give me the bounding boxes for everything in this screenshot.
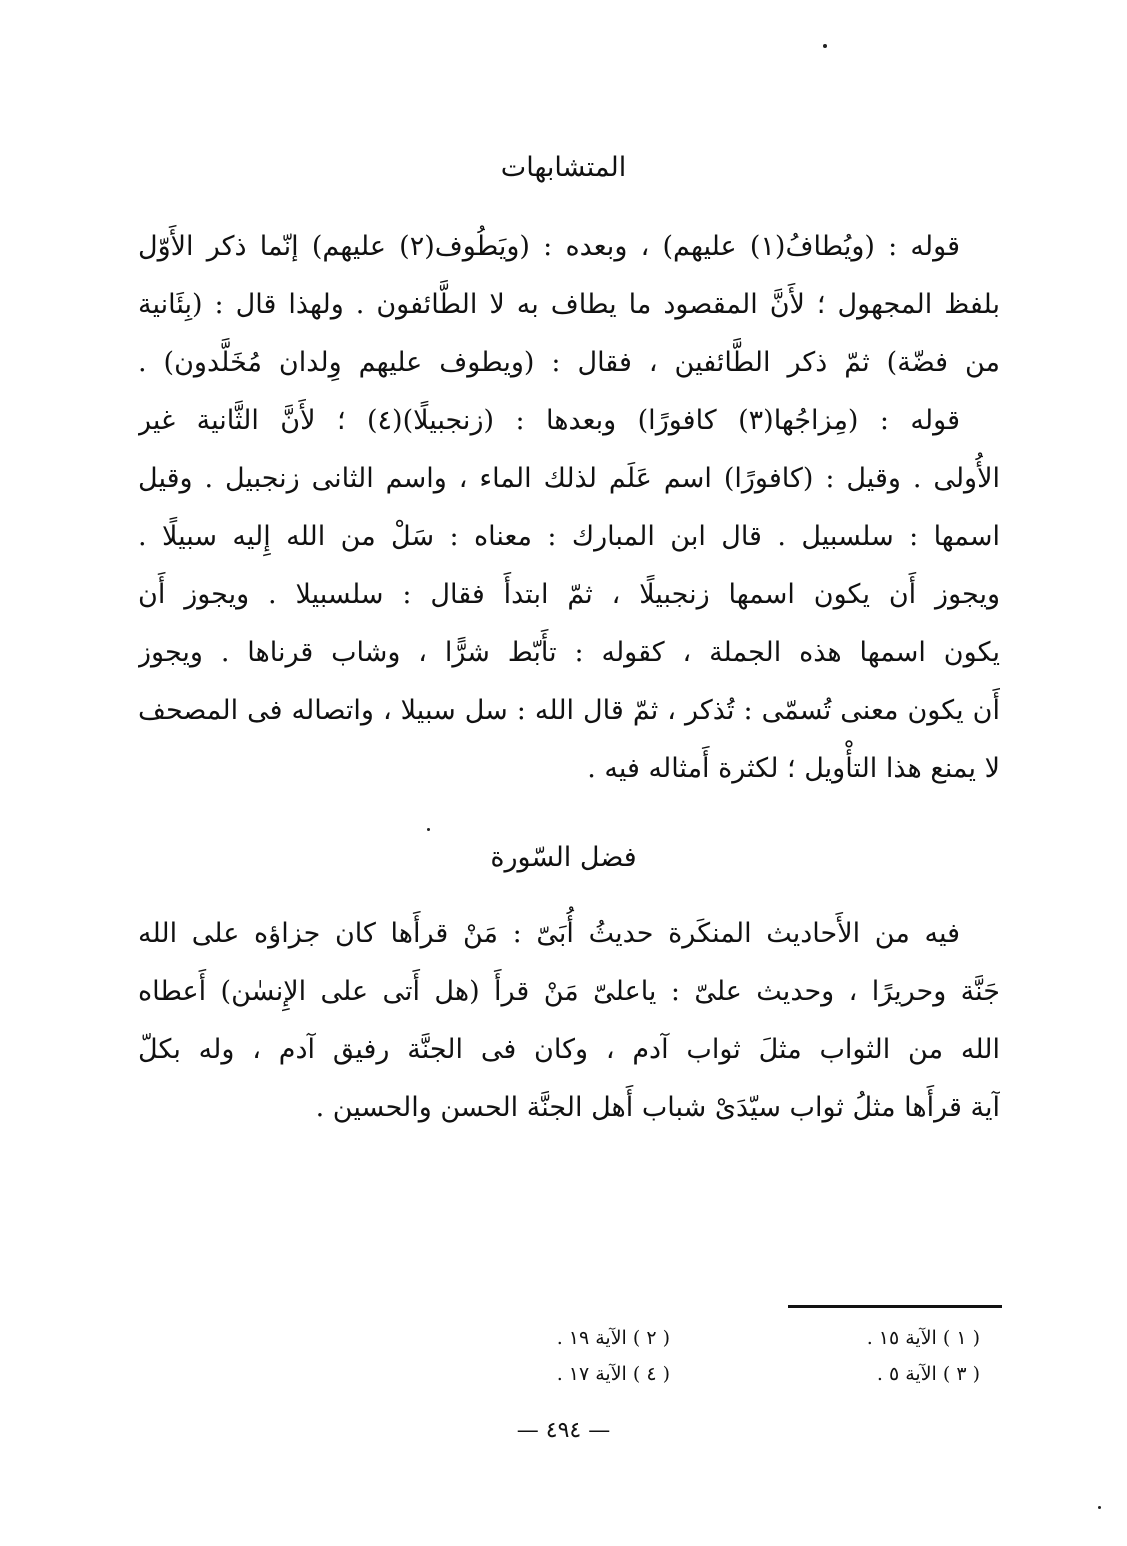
footnote: ( ٢ ) الآية ١٩ . (556, 1327, 670, 1349)
main-text-block (138, 218, 1000, 798)
scan-speck (1098, 1506, 1101, 1509)
text-line: أَن يكون معنى تُسمّى : تُذكر ، ثمّ قال الله : سل سبيلا ، واتصاله فى المصحف (138, 695, 1000, 726)
footnotes (360, 1320, 980, 1392)
text-line: من فضّة) ثمّ ذكر الطَّائفين ، فقال : (ويطوف عليهم وِلدان مُخَلَّدون) . (138, 347, 1000, 378)
text-line: بلفظ المجهول ؛ لأَنَّ المقصود ما يطاف به لا الطَّائفون . ولهذا قال : (بِئَانية (138, 289, 1000, 320)
footnote-divider (788, 1305, 1002, 1308)
text-line: قوله : (ويُطافُ(١) عليهم) ، وبعده : (ويَطُوف(٢) عليهم) إنّما ذكر الأَوّل (138, 231, 960, 262)
footnote-row (360, 1320, 980, 1356)
text-line: لا يمنع هذا التأْويل ؛ لكثرة أَمثاله فيه . (587, 753, 1000, 784)
section-text-block (138, 905, 1000, 1137)
text-line: الله من الثواب مثلَ ثواب آدم ، وكان فى الجنَّة رفيق آدم ، وله بكلّ (138, 1034, 1000, 1065)
page-number: — ٤٩٤ — (516, 1418, 611, 1443)
text-line: اسمها : سلسبيل . قال ابن المبارك : معناه : سَلْ من الله إِليه سبيلًا . (138, 521, 1000, 552)
footnote: ( ٤ ) الآية ١٧ . (556, 1363, 670, 1385)
scan-speck (823, 44, 827, 48)
footnote: ( ٣ ) الآية ٥ . (876, 1363, 980, 1385)
text-line: الأُولى . وقيل : (كافورًا) اسم عَلَم لذلك الماء ، واسم الثانى زنجبيل . وقيل (138, 463, 1000, 494)
text-line: ويجوز أَن يكون اسمها زنجبيلًا ، ثمّ ابتدأَ فقال : سلسبيلا . ويجوز أَن (138, 579, 1000, 610)
section-title: فضل السّورة (490, 842, 637, 873)
text-line: آية قرأَها مثلُ ثواب سيّدَىْ شباب أَهل الجنَّة الحسن والحسين . (315, 1092, 1000, 1123)
text-line: قوله : (مِزاجُها(٣) كافورًا) وبعدها : (زنجبيلًا)(٤) ؛ لأَنَّ الثَّانية غير (138, 405, 960, 436)
footnote: ( ١ ) الآية ١٥ . (866, 1327, 980, 1349)
page-header: المتشابهات (500, 152, 627, 183)
footnote-row (360, 1356, 980, 1392)
scan-speck (427, 828, 430, 831)
text-line: فيه من الأَحاديث المنكَرة حديثُ أُبَىّ : مَنْ قرأَها كان جزاؤه على الله (138, 918, 960, 949)
text-line: يكون اسمها هذه الجملة ، كقوله : تأَبّط شرًّا ، وشاب قرناها . ويجوز (138, 637, 1000, 668)
text-line: جَنَّة وحريرًا ، وحديث علىّ : ياعلىّ مَنْ قرأَ (هل أَتى على الإِنسٰن) أَعطاه (138, 976, 1000, 1007)
